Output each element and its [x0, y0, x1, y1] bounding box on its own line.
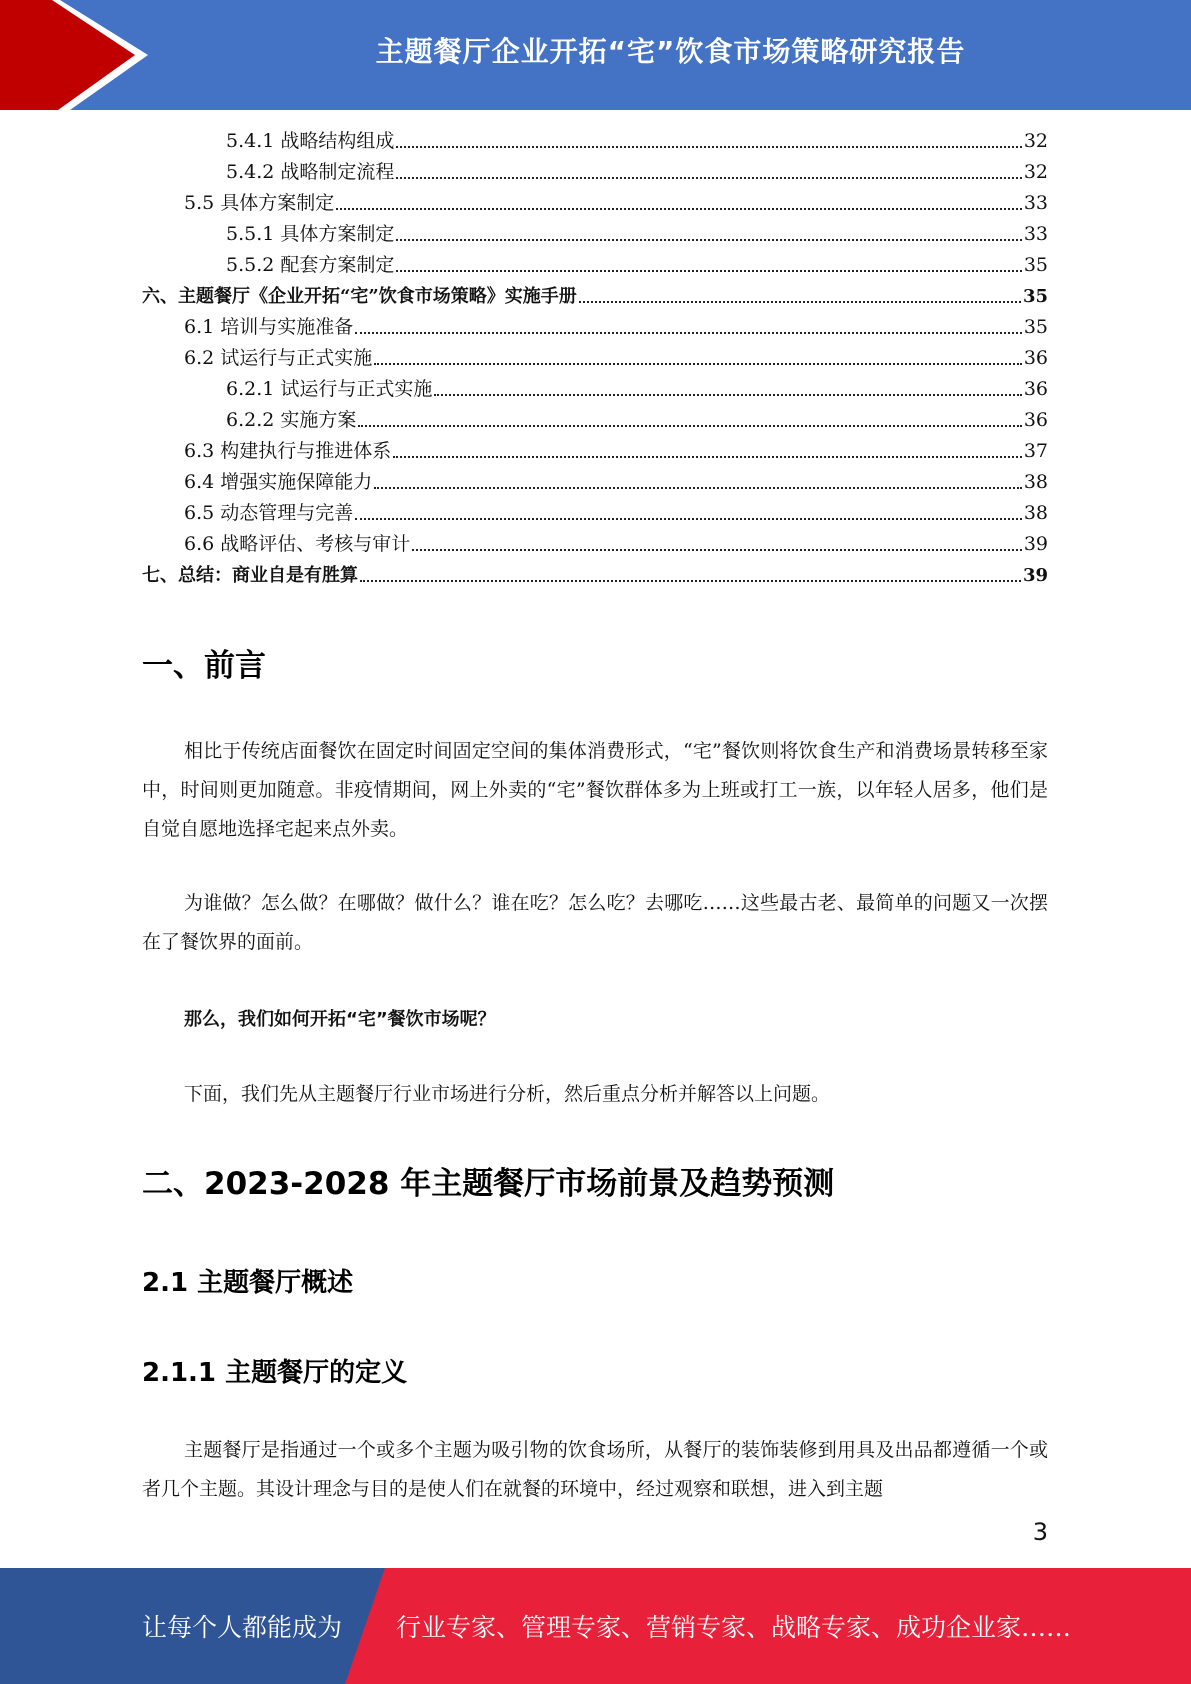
footer-slogan-right: 行业专家、管理专家、营销专家、战略专家、成功企业家…… [396, 1613, 1072, 1642]
toc-entry-label: 6.6 战略评估、考核与审计 [184, 533, 411, 555]
toc-leader-dots [360, 580, 1021, 582]
page-footer [0, 1568, 1191, 1684]
toc-entry[interactable] [142, 405, 1048, 436]
toc-entry[interactable] [142, 529, 1048, 560]
toc-entry-page: 38 [1023, 502, 1048, 524]
toc-entry-label: 6.2 试运行与正式实施 [184, 347, 373, 369]
preface-question: 那么，我们如何开拓“宅”餐饮市场呢？ [184, 1009, 496, 1030]
toc-leader-dots [374, 487, 1022, 489]
toc-entry-label: 6.5 动态管理与完善 [184, 502, 354, 524]
toc-entry-label: 6.4 增强实施保障能力 [184, 471, 373, 493]
report-title: 主题餐厅企业开拓“宅”饮食市场策略研究报告 [375, 35, 966, 68]
toc-entry[interactable] [142, 343, 1048, 374]
toc-leader-dots [396, 239, 1021, 241]
toc-entry[interactable] [142, 436, 1048, 467]
toc-entry-page: 36 [1023, 409, 1048, 431]
toc-leader-dots [396, 146, 1021, 148]
toc-entry[interactable] [142, 281, 1048, 312]
toc-entry-page: 36 [1023, 378, 1048, 400]
toc-entry-label: 6.1 培训与实施准备 [184, 316, 354, 338]
toc-leader-dots [374, 363, 1022, 365]
toc-entry-page: 33 [1023, 192, 1048, 214]
toc-entry-label: 5.5.2 配套方案制定 [226, 254, 395, 276]
toc-leader-dots [393, 456, 1022, 458]
toc-entry-page: 36 [1023, 347, 1048, 369]
heading-definition: 2.1.1 主题餐厅的定义 [142, 1358, 408, 1388]
preface-paragraph-3: 下面，我们先从主题餐厅行业市场进行分析，然后重点分析并解答以上问题。 [184, 1083, 831, 1105]
toc-entry-label: 六、主题餐厅《企业开拓“宅”饮食市场策略》实施手册 [142, 286, 577, 307]
toc-entry-page: 33 [1023, 223, 1048, 245]
toc-entry-page: 39 [1023, 533, 1048, 555]
footer-slogan-left: 让每个人都能成为 [142, 1613, 343, 1642]
toc-entry-label: 5.5.1 具体方案制定 [226, 223, 395, 245]
toc-entry[interactable] [142, 219, 1048, 250]
toc-entry-page: 39 [1022, 565, 1048, 586]
toc-entry-label: 5.4.1 战略结构组成 [226, 130, 395, 152]
toc-entry-page: 32 [1023, 161, 1048, 183]
toc-entry-page: 35 [1022, 286, 1048, 307]
toc-leader-dots [355, 518, 1022, 520]
table-of-contents [142, 126, 1048, 591]
toc-leader-dots [355, 332, 1022, 334]
toc-entry[interactable] [142, 312, 1048, 343]
preface-paragraph-2: 为谁做？怎么做？在哪做？做什么？谁在吃？怎么吃？去哪吃……这些最古老、最简单的问题又一次摆在了餐饮界的面前。 [142, 892, 1048, 953]
toc-entry-page: 35 [1023, 254, 1048, 276]
toc-entry-label: 5.5 具体方案制定 [184, 192, 335, 214]
toc-entry[interactable] [142, 250, 1048, 281]
preface-paragraph-1: 相比于传统店面餐饮在固定时间固定空间的集体消费形式，“宅”餐饮则将饮食生产和消费场景转移至家中，时间则更加随意。非疫情期间，网上外卖的“宅”餐饮群体多为上班或打工一族，以年轻人居多，他们是自觉自愿地选择宅起来点外卖。 [142, 740, 1048, 840]
toc-leader-dots [396, 270, 1021, 272]
toc-entry[interactable] [142, 157, 1048, 188]
toc-leader-dots [412, 549, 1022, 551]
toc-entry-page: 35 [1023, 316, 1048, 338]
toc-leader-dots [434, 394, 1021, 396]
heading-overview: 2.1 主题餐厅概述 [142, 1268, 354, 1298]
toc-leader-dots [396, 177, 1021, 179]
toc-entry-label: 6.2.1 试运行与正式实施 [226, 378, 433, 400]
toc-entry[interactable] [142, 374, 1048, 405]
toc-leader-dots [336, 208, 1022, 210]
toc-entry-label: 6.3 构建执行与推进体系 [184, 440, 392, 462]
toc-entry[interactable] [142, 126, 1048, 157]
toc-leader-dots [358, 425, 1021, 427]
toc-leader-dots [579, 301, 1021, 303]
toc-entry[interactable] [142, 560, 1048, 591]
toc-entry-label: 5.4.2 战略制定流程 [226, 161, 395, 183]
page-number: 3 [1032, 1518, 1048, 1546]
toc-entry-page: 32 [1023, 130, 1048, 152]
toc-entry[interactable] [142, 498, 1048, 529]
definition-paragraph: 主题餐厅是指通过一个或多个主题为吸引物的饮食场所，从餐厅的装饰装修到用具及出品都遵循一个或者几个主题。其设计理念与目的是使人们在就餐的环境中，经过观察和联想，进入到主题 [142, 1439, 1048, 1500]
heading-preface: 一、前言 [142, 648, 266, 684]
toc-entry-label: 七、总结：商业自是有胜算 [142, 565, 358, 586]
heading-market-forecast: 二、2023-2028 年主题餐厅市场前景及趋势预测 [142, 1166, 835, 1202]
toc-entry-page: 37 [1023, 440, 1048, 462]
page-header [0, 0, 1191, 110]
toc-entry-page: 38 [1023, 471, 1048, 493]
toc-entry[interactable] [142, 188, 1048, 219]
toc-entry-label: 6.2.2 实施方案 [226, 409, 357, 431]
toc-entry[interactable] [142, 467, 1048, 498]
